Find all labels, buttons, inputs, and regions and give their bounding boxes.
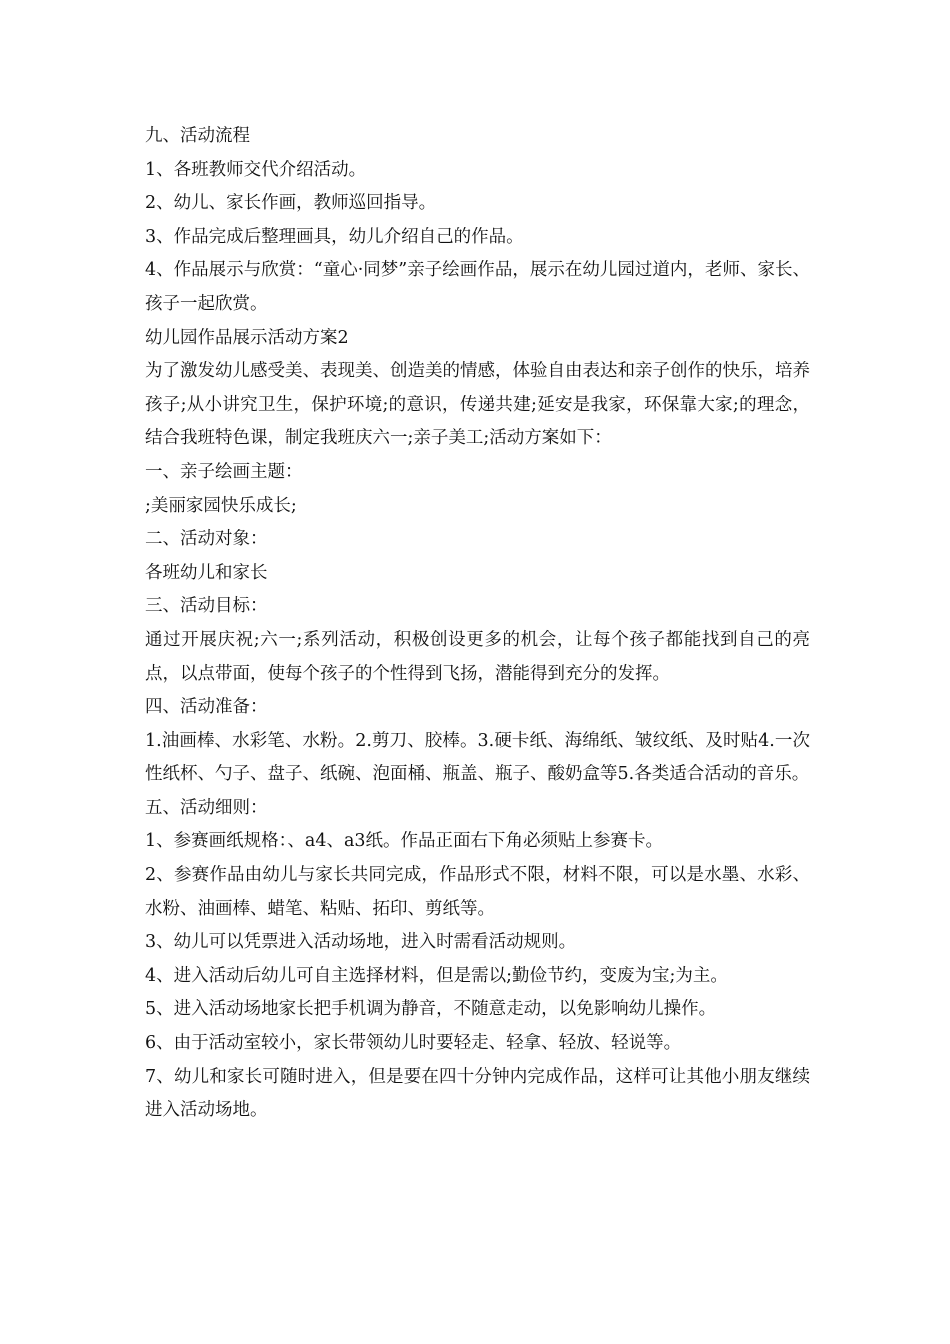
document-body (145, 120, 810, 1128)
flow-step-3: 3、作品完成后整理画具，幼儿介绍自己的作品。 (145, 226, 524, 247)
rule-5: 5、进入活动场地家长把手机调为静音，不随意走动，以免影响幼儿操作。 (145, 999, 717, 1020)
plan-intro: 为了激发幼儿感受美、表现美、创造美的情感，体验自由表达和亲子创作的快乐，培养孩子;从小讲究卫生，保护环境;的意识，传递共建;延安是我家，环保靠大家;的理念，结合我班特色课，制定我班庆六一;亲子美工;活动方案如下： (145, 361, 810, 449)
plan-title: 幼儿园作品展示活动方案2 (145, 327, 349, 348)
preparation-text: 1.油画棒、水彩笔、水粉。2.剪刀、胶棒。3.硬卡纸、海绵纸、皱纹纸、及时贴4.一次性纸杯、勺子、盘子、纸碗、泡面桶、瓶盖、瓶子、酸奶盒等5.各类适合活动的音乐。 (145, 730, 810, 785)
goals-text: 通过开展庆祝;六一;系列活动，积极创设更多的机会，让每个孩子都能找到自己的亮点，以点带面，使每个孩子的个性得到飞扬，潜能得到充分的发挥。 (145, 629, 810, 684)
rule-3: 3、幼儿可以凭票进入活动场地，进入时需看活动规则。 (145, 932, 577, 953)
section-heading-theme: 一、亲子绘画主题： (145, 461, 303, 482)
flow-step-2: 2、幼儿、家长作画，教师巡回指导。 (145, 193, 437, 214)
rule-1: 1、参赛画纸规格：、a4、a3纸。作品正面右下角必须贴上参赛卡。 (145, 831, 664, 852)
rule-7: 7、幼儿和家长可随时进入，但是要在四十分钟内完成作品，这样可让其他小朋友继续进入活动场地。 (145, 1066, 810, 1121)
flow-step-1: 1、各班教师交代介绍活动。 (145, 159, 367, 180)
rule-2: 2、参赛作品由幼儿与家长共同完成，作品形式不限，材料不限，可以是水墨、水彩、水粉、油画棒、蜡笔、粘贴、拓印、剪纸等。 (145, 865, 810, 919)
theme-text: ;美丽家园快乐成长; (145, 495, 297, 516)
rule-6: 6、由于活动室较小，家长带领幼儿时要轻走、轻拿、轻放、轻说等。 (145, 1033, 682, 1054)
section-heading-rules: 五、活动细则： (145, 797, 268, 818)
audience-text: 各班幼儿和家长 (145, 562, 268, 583)
flow-step-4: 4、作品展示与欣赏：“童心·同梦”亲子绘画作品，展示在幼儿园过道内，老师、家长、孩子一起欣赏。 (145, 260, 810, 314)
section-heading-flow: 九、活动流程 (145, 126, 250, 146)
section-heading-preparation: 四、活动准备： (145, 697, 268, 718)
section-heading-goals: 三、活动目标： (145, 596, 268, 617)
section-heading-audience: 二、活动对象： (145, 529, 268, 550)
rule-4: 4、进入活动后幼儿可自主选择材料，但是需以;勤俭节约，变废为宝;为主。 (145, 965, 728, 986)
